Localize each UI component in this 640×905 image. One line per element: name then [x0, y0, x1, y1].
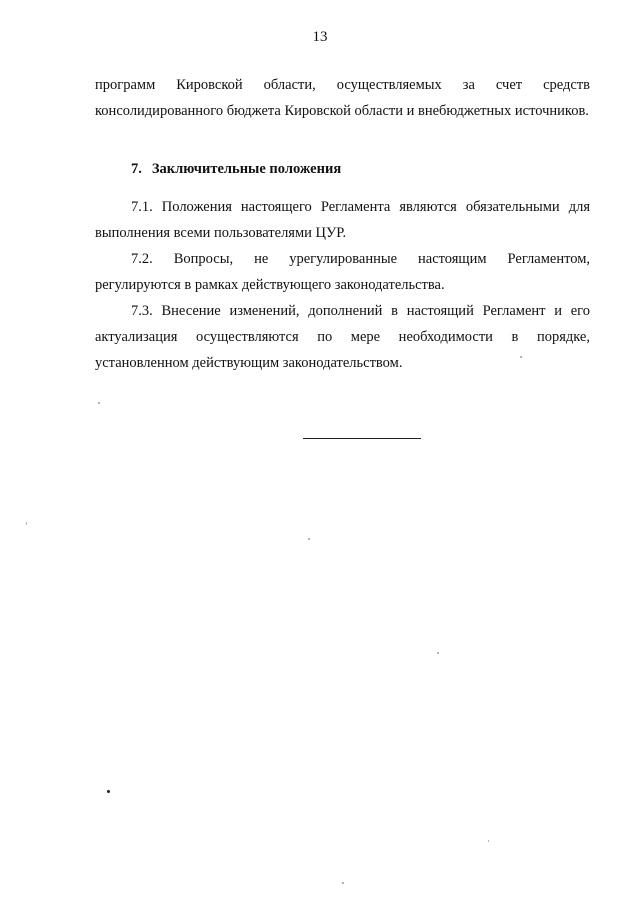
section-number: 7.: [131, 161, 142, 177]
end-separator-line: [303, 438, 421, 439]
scan-speck: [98, 402, 100, 404]
section-title: Заключительные положения: [151, 161, 342, 177]
section-heading: [95, 156, 590, 182]
scan-speck: [520, 356, 522, 358]
scan-speck: [26, 522, 27, 525]
scan-speck: [342, 882, 344, 884]
intro-paragraph: программ Кировской области, осуществляемых за счет средств консолидированного бюджета Кировской области и внебюджетных источников.: [95, 77, 590, 119]
clause-7-3: 7.3. Внесение изменений, дополнений в настоящий Регламент и его актуализация осуществляются по мере необходимости в порядке, установленном действующим законодательством.: [95, 303, 590, 371]
clause-7-2: 7.2. Вопросы, не урегулированные настоящим Регламентом, регулируются в рамках действующего законодательства.: [95, 251, 590, 293]
scan-speck: [488, 840, 489, 842]
document-body: [95, 72, 590, 376]
page-number: 13: [312, 29, 328, 45]
scan-speck: [437, 652, 439, 654]
scan-speck: [308, 538, 310, 540]
clause-7-1: 7.1. Положения настоящего Регламента являются обязательными для выполнения всеми пользователями ЦУР.: [95, 199, 590, 241]
scan-speck: [107, 790, 110, 793]
